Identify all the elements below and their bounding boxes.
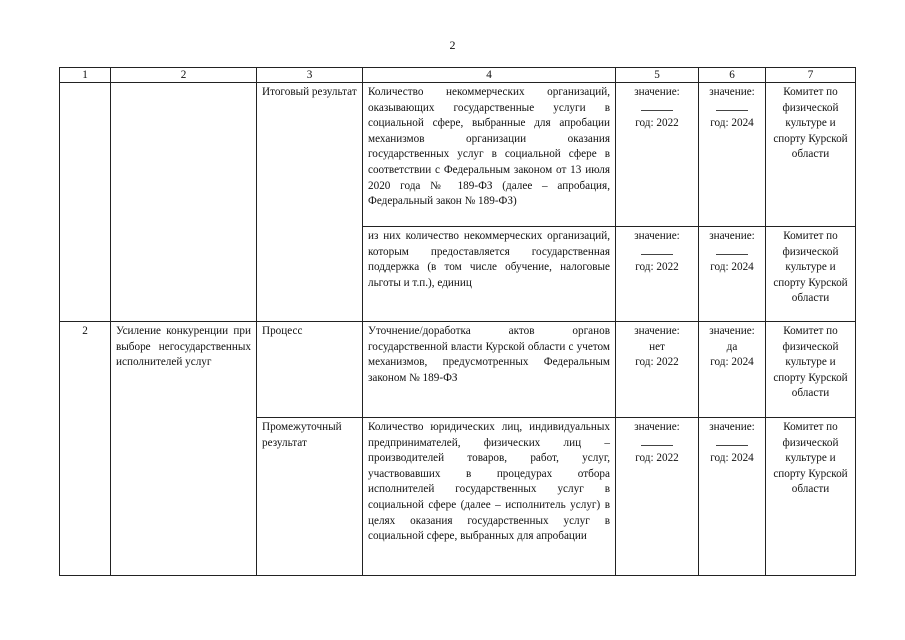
task-cell xyxy=(111,83,257,322)
value-label: значение: xyxy=(709,421,755,433)
base-value-cell xyxy=(616,418,699,576)
task-cell: Усиление конкуренции при выборе негосударственных исполнителей услуг xyxy=(111,322,257,576)
result-type: Итоговый результат xyxy=(257,83,363,322)
responsible-cell: Комитет по физической культуре и спорту Курской области xyxy=(766,418,856,576)
year-label: год: 2022 xyxy=(635,356,679,369)
header-cell: 4 xyxy=(363,68,616,83)
table-row xyxy=(60,322,856,418)
value-label: значение: xyxy=(709,86,755,98)
header-cell: 7 xyxy=(766,68,856,83)
year-label: год: 2024 xyxy=(710,261,754,274)
result-type: Промежуточный результат xyxy=(257,418,363,576)
indicator-text: из них количество некоммерческих организаций, которым предоставляется государственная поддержка (в том числе обучение, налоговые льготы и т.п.), единиц xyxy=(363,227,616,322)
value-blank xyxy=(621,101,693,117)
year-label: год: 2022 xyxy=(635,452,679,465)
responsible-cell: Комитет по физической культуре и спорту Курской области xyxy=(766,322,856,418)
value-blank xyxy=(704,436,760,452)
header-cell: 3 xyxy=(257,68,363,83)
header-cell: 2 xyxy=(111,68,257,83)
indicator-text: Количество некоммерческих организаций, оказывающих государственные услуги в социальной сфере, выбранные для апробации механизмов организации оказания государственных услуг в социальной сфере в соответствии с Федеральным законом от 13 июля 2020 года № 189-ФЗ (далее – апробация, Федеральный закон № 189-ФЗ) xyxy=(363,83,616,227)
year-label: год: 2024 xyxy=(710,117,754,130)
target-value-cell xyxy=(699,83,766,227)
table-header-row xyxy=(60,68,856,83)
indicator-text: Количество юридических лиц, индивидуальных предпринимателей, физических лиц – производителей товаров, работ, услуг, участвовавших в процедурах отбора исполнителей государственных услуг в социальной сфере (далее – исполнитель услуг) в целях оказания государственных услуг в социальной сфере, выбранных для апробации xyxy=(363,418,616,576)
header-cell: 6 xyxy=(699,68,766,83)
value-text: да xyxy=(726,340,738,353)
year-label: год: 2024 xyxy=(710,452,754,465)
row-number xyxy=(60,83,111,322)
value-text: нет xyxy=(649,340,665,353)
target-value-cell xyxy=(699,418,766,576)
row-number: 2 xyxy=(60,322,111,576)
value-blank xyxy=(621,436,693,452)
responsible-cell: Комитет по физической культуре и спорту Курской области xyxy=(766,227,856,322)
value-label: значение: xyxy=(634,421,680,433)
indicators-table xyxy=(59,67,856,576)
header-cell: 1 xyxy=(60,68,111,83)
target-value-cell xyxy=(699,227,766,322)
base-value-cell xyxy=(616,322,699,418)
value-label: значение: xyxy=(634,325,680,337)
value-blank xyxy=(704,245,760,261)
value-label: значение: xyxy=(634,230,680,242)
header-cell: 5 xyxy=(616,68,699,83)
value-label: значение: xyxy=(709,325,755,337)
indicator-text: Уточнение/доработка актов органов государственной власти Курской области с учетом механизмов, предусмотренных Федеральным законом № 189-ФЗ xyxy=(363,322,616,418)
result-type: Процесс xyxy=(257,322,363,418)
value-label: значение: xyxy=(634,86,680,98)
value-blank xyxy=(704,101,760,117)
page-number: 2 xyxy=(449,38,456,52)
table-row xyxy=(60,83,856,227)
year-label: год: 2022 xyxy=(635,261,679,274)
year-label: год: 2022 xyxy=(635,117,679,130)
value-blank xyxy=(621,245,693,261)
year-label: год: 2024 xyxy=(710,356,754,369)
base-value-cell xyxy=(616,83,699,227)
base-value-cell xyxy=(616,227,699,322)
responsible-cell: Комитет по физической культуре и спорту Курской области xyxy=(766,83,856,227)
value-label: значение: xyxy=(709,230,755,242)
target-value-cell xyxy=(699,322,766,418)
